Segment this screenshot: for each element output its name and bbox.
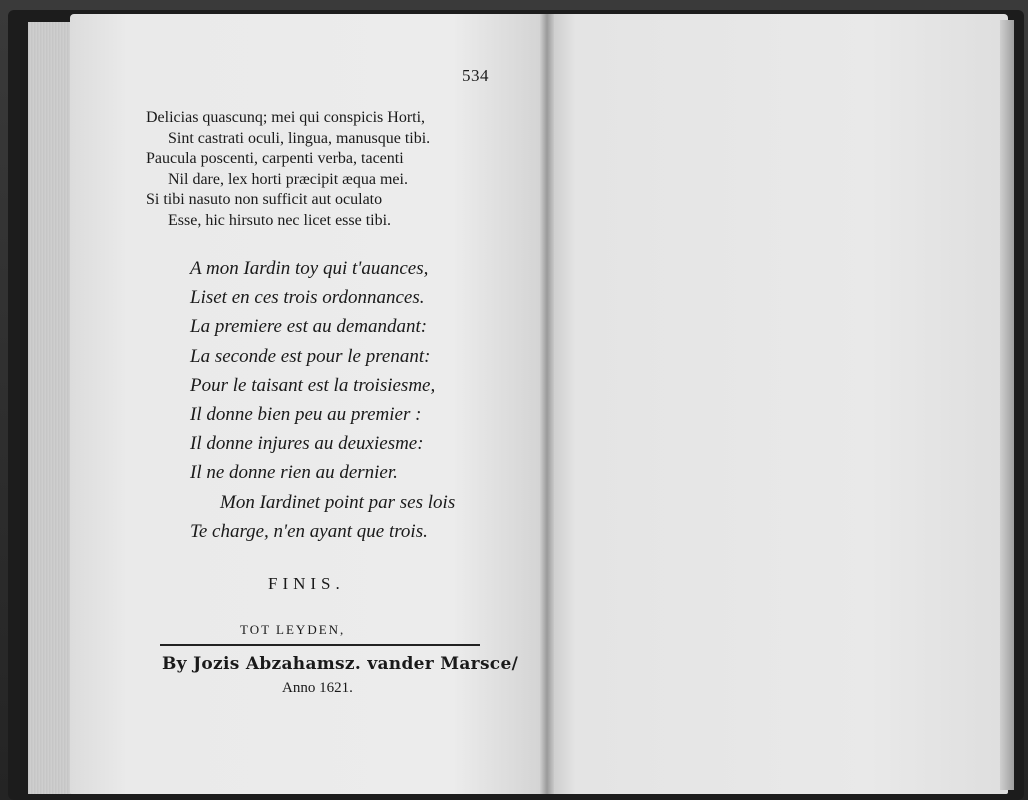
- verse-line: Si tibi nasuto non sufficit aut oculato: [146, 191, 383, 209]
- verse-line: Il donne bien peu au premier :: [190, 404, 422, 426]
- imprint-year: Anno 1621.: [282, 680, 353, 696]
- verse-line: Mon Iardinet point par ses lois: [220, 491, 456, 513]
- verse-line: Pour le taisant est la troisiesme,: [190, 374, 436, 396]
- imprint-place: TOT LEYDEN,: [240, 622, 346, 637]
- verse-line: A mon Iardin toy qui t'auances,: [190, 258, 429, 279]
- book-gutter: [540, 14, 554, 794]
- verse-line: Nil dare, lex horti præcipit æqua mei.: [168, 170, 408, 188]
- verse-line: Liset en ces trois ordonnances.: [190, 287, 425, 309]
- verse-line: Te charge, n'en ayant que trois.: [190, 520, 428, 542]
- verse-line: Il ne donne rien au dernier.: [190, 462, 398, 484]
- right-page: [548, 14, 1008, 794]
- imprint-rule: [160, 644, 480, 646]
- verse-line: La premiere est au demandant:: [190, 316, 428, 338]
- verse-line: Il donne injures au deuxiesme:: [190, 433, 424, 455]
- verse-line: Esse, hic hirsuto nec licet esse tibi.: [168, 211, 392, 229]
- verse-line: Sint castrati oculi, lingua, manusque tibi.: [168, 129, 431, 147]
- latin-verse: [146, 108, 516, 232]
- page-number: 534: [462, 66, 489, 85]
- right-page-edge: [1000, 20, 1014, 790]
- verse-line: Delicias quascunq; mei qui conspicis Horti,: [146, 109, 426, 126]
- french-verse: [190, 254, 520, 546]
- imprint-printer: By Jozis Abzahamsz. vander Marsce/: [162, 654, 519, 674]
- verse-line: Paucula poscenti, carpenti verba, tacenti: [146, 150, 404, 168]
- verse-line: La seconde est pour le prenant:: [190, 345, 431, 367]
- finis-heading: FINIS.: [268, 574, 345, 593]
